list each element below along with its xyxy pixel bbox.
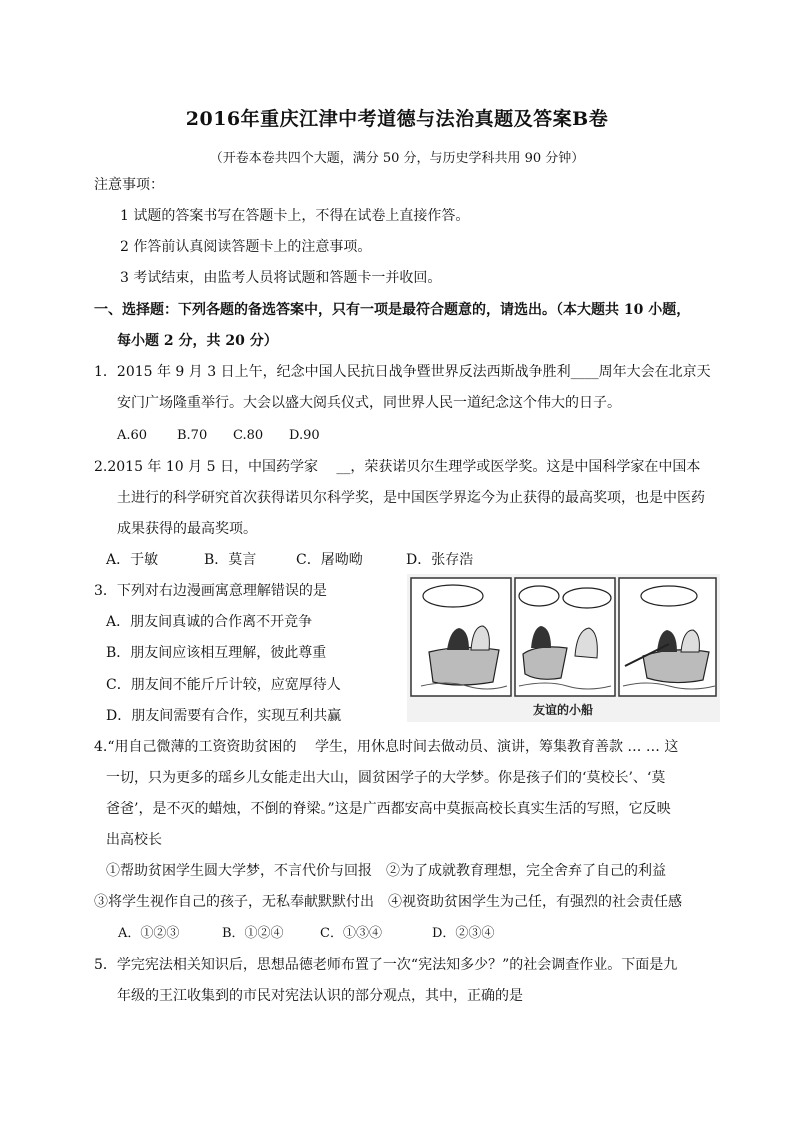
question-2-stem-cont: 成果获得的最高奖项。	[117, 521, 257, 537]
option-c: C.80	[233, 428, 264, 443]
option-a: A.60	[117, 428, 148, 443]
question-4-statement: ③将学生视作自己的孩子，无私奉献默默付出 ④视资助贫困学生为己任，有强烈的社会责任感	[94, 894, 682, 910]
option-b: B．朋友间应该相互理解，彼此尊重	[106, 645, 327, 661]
question-4-stem-cont: 爸爸’，是不灭的蜡烛，不倒的脊梁。”这是广西都安高中莫振高校长真实生活的写照，它反映	[106, 801, 671, 817]
question-2-options	[106, 550, 473, 570]
option-c: C．屠呦呦	[296, 552, 363, 568]
question-4-stem: 4.“用自己微薄的工资资助贫困的 学生，用休息时间去做动员、演讲，筹集教育善款 … … 这	[94, 739, 679, 755]
option-d: D．②③④	[432, 926, 495, 941]
option-b: B．①②④	[222, 926, 284, 941]
question-2-stem: 2.2015 年 10 月 5 日，中国药学家 __，荣获诺贝尔生理学或医学奖。这是中国科学家在中国本	[94, 459, 701, 475]
option-a: A．①②③	[118, 926, 180, 941]
notice-item: 2 作答前认真阅读答题卡上的注意事项。	[120, 239, 372, 255]
section-heading-cont: 每小题 2 分，共 20 分）	[117, 333, 278, 349]
option-b: B.70	[177, 428, 208, 443]
question-4-stem-cont: 一切，只为更多的瑶乡儿女能走出大山，圆贫困学子的大学梦。你是孩子们的‘莫校长’、‘莫	[106, 770, 666, 786]
option-c: C．朋友间不能斤斤计较，应宽厚待人	[106, 677, 341, 693]
question-3-stem: 3．下列对右边漫画寓意理解错误的是	[94, 583, 327, 599]
option-d: D．张存浩	[406, 552, 474, 568]
page-title: 2016年重庆江津中考道德与法治真题及答案B卷	[185, 108, 609, 130]
option-c: C．①③④	[320, 926, 382, 941]
question-1-stem-cont: 安门广场隆重举行。大会以盛大阅兵仪式，同世界人民一道纪念这个伟大的日子。	[117, 395, 621, 411]
question-4-statement: ①帮助贫困学生圆大学梦，不言代价与回报 ②为了成就教育理想，完全舍弃了自己的利益	[106, 863, 666, 879]
friendship-boat-cartoon	[407, 574, 720, 722]
option-d: D.90	[289, 428, 320, 443]
notice-item: 1 试题的答案书写在答题卡上，不得在试卷上直接作答。	[120, 208, 470, 224]
question-2-stem-cont: 土进行的科学研究首次获得诺贝尔科学奖，是中国医学界迄今为止获得的最高奖项，也是中医药	[117, 490, 705, 506]
question-4-stem-cont: 出高校长	[106, 832, 162, 848]
question-5-stem: 5．学完宪法相关知识后，思想品德老师布置了一次“宪法知多少？”的社会调查作业。下面是九	[94, 957, 678, 973]
option-a: A．朋友间真诚的合作离不开竞争	[106, 614, 313, 630]
question-5-stem-cont: 年级的王江收集到的市民对宪法认识的部分观点，其中，正确的是	[117, 988, 523, 1004]
section-heading: 一、选择题：下列各题的备选答案中，只有一项是最符合题意的，请选出。（本大题共 10 小题，	[94, 302, 691, 318]
notice-heading: 注意事项：	[94, 177, 164, 193]
cartoon-caption: 友谊的小船	[532, 703, 594, 717]
option-a: A．于敏	[106, 552, 159, 568]
notice-item: 3 考试结束，由监考人员将试题和答题卡一并收回。	[120, 270, 442, 286]
page-subtitle: （开卷本卷共四个大题，满分 50 分，与历史学科共用 90 分钟）	[209, 151, 585, 166]
question-1-options	[117, 426, 320, 446]
option-d: D．朋友间需要有合作，实现互利共赢	[106, 708, 342, 724]
option-b: B．莫言	[204, 552, 257, 568]
question-4-options	[118, 924, 494, 944]
question-1-stem: 1．2015 年 9 月 3 日上午，纪念中国人民抗日战争暨世界反法西斯战争胜利____周年大会在北京天	[94, 364, 711, 380]
